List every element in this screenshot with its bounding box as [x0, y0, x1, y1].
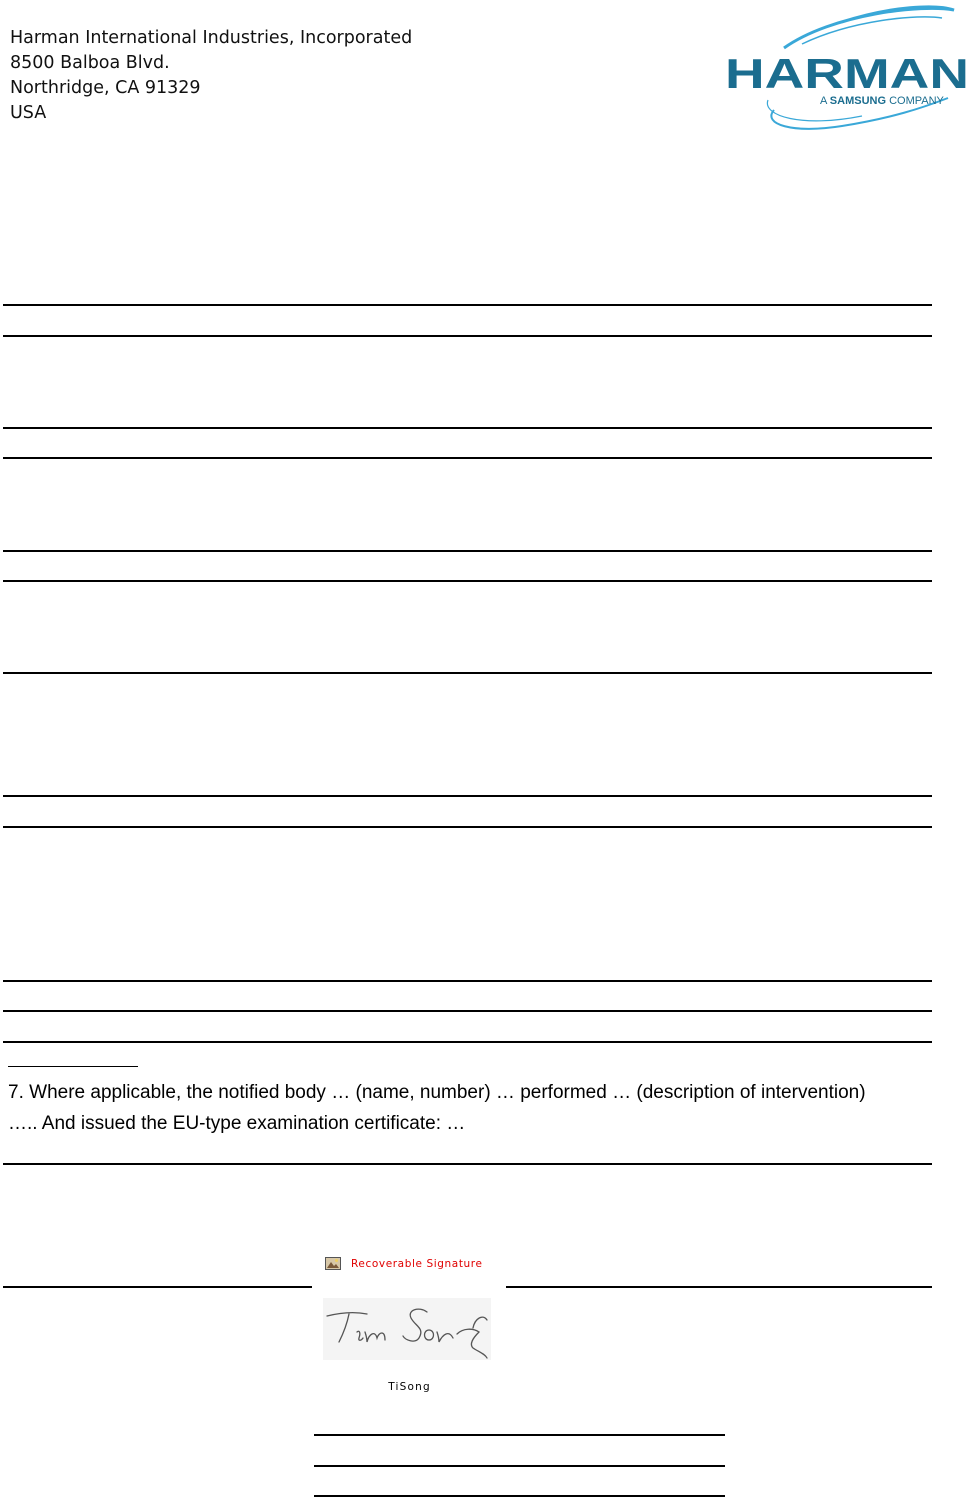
signature-line-right	[506, 1286, 932, 1288]
address-street: 8500 Balboa Blvd.	[10, 53, 170, 73]
form-line-short	[314, 1495, 725, 1497]
logo-tagline-suffix: COMPANY	[889, 95, 944, 107]
address-country: USA	[10, 103, 47, 123]
address-city: Northridge, CA 91329	[10, 78, 201, 98]
signature-image-icon	[325, 1257, 341, 1270]
form-line	[3, 672, 932, 674]
form-line	[3, 304, 932, 306]
logo-tagline-brand: SAMSUNG	[829, 95, 887, 107]
form-line	[3, 580, 932, 582]
form-line	[3, 457, 932, 459]
form-line-short	[314, 1434, 725, 1436]
harman-logo	[722, 4, 974, 136]
form-line	[3, 795, 932, 797]
form-line	[3, 335, 932, 337]
footnote	[8, 1077, 928, 1139]
handwritten-signature	[323, 1298, 491, 1360]
footnote-separator	[8, 1066, 138, 1067]
signature-header-label: Recoverable Signature	[351, 1257, 483, 1270]
address-company: Harman International Industries, Incorporated	[10, 28, 413, 48]
form-line	[3, 1163, 932, 1165]
form-line	[3, 1010, 932, 1012]
signature-line-left	[3, 1286, 312, 1288]
form-line	[3, 980, 932, 982]
signature-header	[325, 1257, 483, 1270]
signer-name: TiSong	[388, 1381, 431, 1393]
logo-tagline-prefix: A	[820, 95, 827, 107]
form-line	[3, 826, 932, 828]
footnote-line-2: ….. And issued the EU-type examination certificate: …	[8, 1113, 466, 1134]
svg-text:A SAMSUNG COMPANY	[820, 95, 945, 107]
sender-address	[10, 26, 412, 126]
form-line	[3, 550, 932, 552]
form-line-short	[314, 1465, 725, 1467]
footnote-line-1: . Where applicable, the notified body … (name, number) … performed … (description of intervention)	[18, 1082, 866, 1103]
form-line	[3, 427, 932, 429]
form-line	[3, 1041, 932, 1043]
harman-wordmark: HARMAN	[725, 50, 969, 97]
footnote-number: 7	[8, 1082, 19, 1103]
signature-block	[313, 1248, 506, 1398]
